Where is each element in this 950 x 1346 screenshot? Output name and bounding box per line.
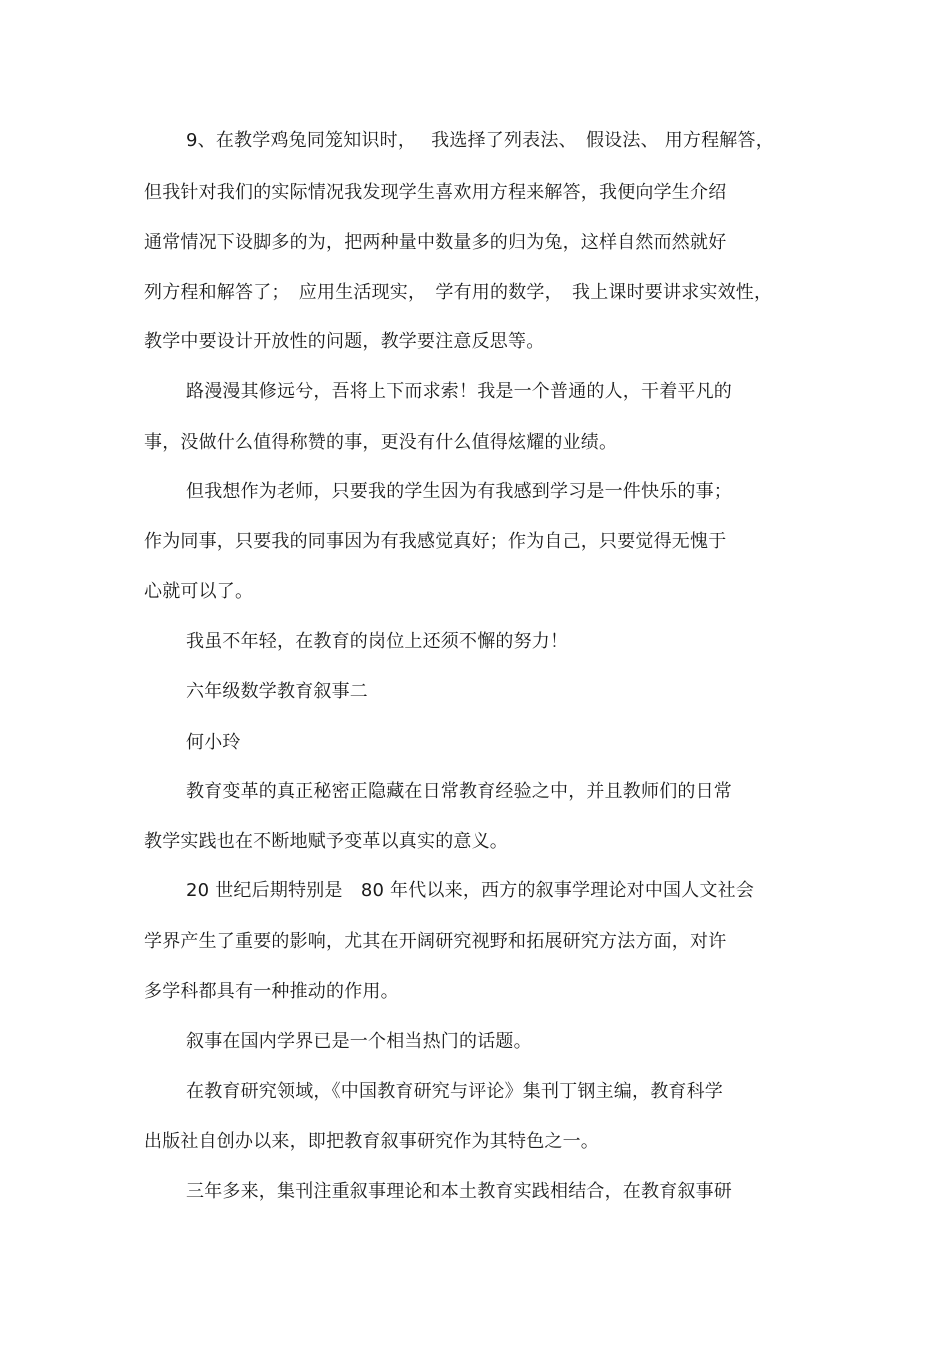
text-line: 学界产生了重要的影响，尤其在开阔研究视野和拓展研究方法方面，对许 [144, 931, 727, 952]
text-line: 出版社自创办以来，即把教育叙事研究作为其特色之一。 [144, 1131, 599, 1152]
text-line: 20 世纪后期特别是 80 年代以来，西方的叙事学理论对中国人文社会 [186, 880, 755, 901]
text-line: 教学实践也在不断地赋予变革以真实的意义。 [144, 831, 508, 852]
text-line: 心就可以了。 [144, 581, 254, 602]
text-line: 我虽不年轻，在教育的岗位上还须不懈的努力！ [186, 631, 569, 652]
text-line: 事，没做什么值得称赞的事，更没有什么值得炫耀的业绩。 [144, 432, 618, 453]
text-line: 三年多来，集刊注重叙事理论和本土教育实践相结合，在教育叙事研 [186, 1181, 732, 1202]
text-line: 但我想作为老师，只要我的学生因为有我感到学习是一件快乐的事； [186, 481, 732, 502]
text-line: 作为同事，只要我的同事因为有我感觉真好；作为自己，只要觉得无愧于 [144, 531, 727, 552]
text-line: 叙事在国内学界已是一个相当热门的话题。 [186, 1031, 532, 1052]
text-line: 多学科都具有一种推动的作用。 [144, 981, 399, 1002]
text-line: 但我针对我们的实际情况我发现学生喜欢用方程来解答，我便向学生介绍 [144, 182, 727, 203]
text-line: 通常情况下设脚多的为，把两种量中数量多的归为兔，这样自然而然就好 [144, 232, 727, 253]
section-title: 六年级数学教育叙事二 [186, 681, 368, 702]
text-line: 列方程和解答了； 应用生活现实， 学有用的数学， 我上课时要讲求实效性， [144, 282, 773, 303]
text-line: 教学中要设计开放性的问题，教学要注意反思等。 [144, 331, 545, 352]
text-line: 9、在教学鸡兔同笼知识时， 我选择了列表法、 假设法、 用方程解答， [186, 130, 774, 151]
text-line: 在教育研究领域，《中国教育研究与评论》集刊丁钢主编，教育科学 [186, 1081, 723, 1102]
text-line: 教育变革的真正秘密正隐藏在日常教育经验之中，并且教师们的日常 [186, 781, 732, 802]
author-name: 何小玲 [186, 732, 241, 753]
text-line: 路漫漫其修远兮，吾将上下而求索！我是一个普通的人，干着平凡的 [186, 381, 732, 402]
